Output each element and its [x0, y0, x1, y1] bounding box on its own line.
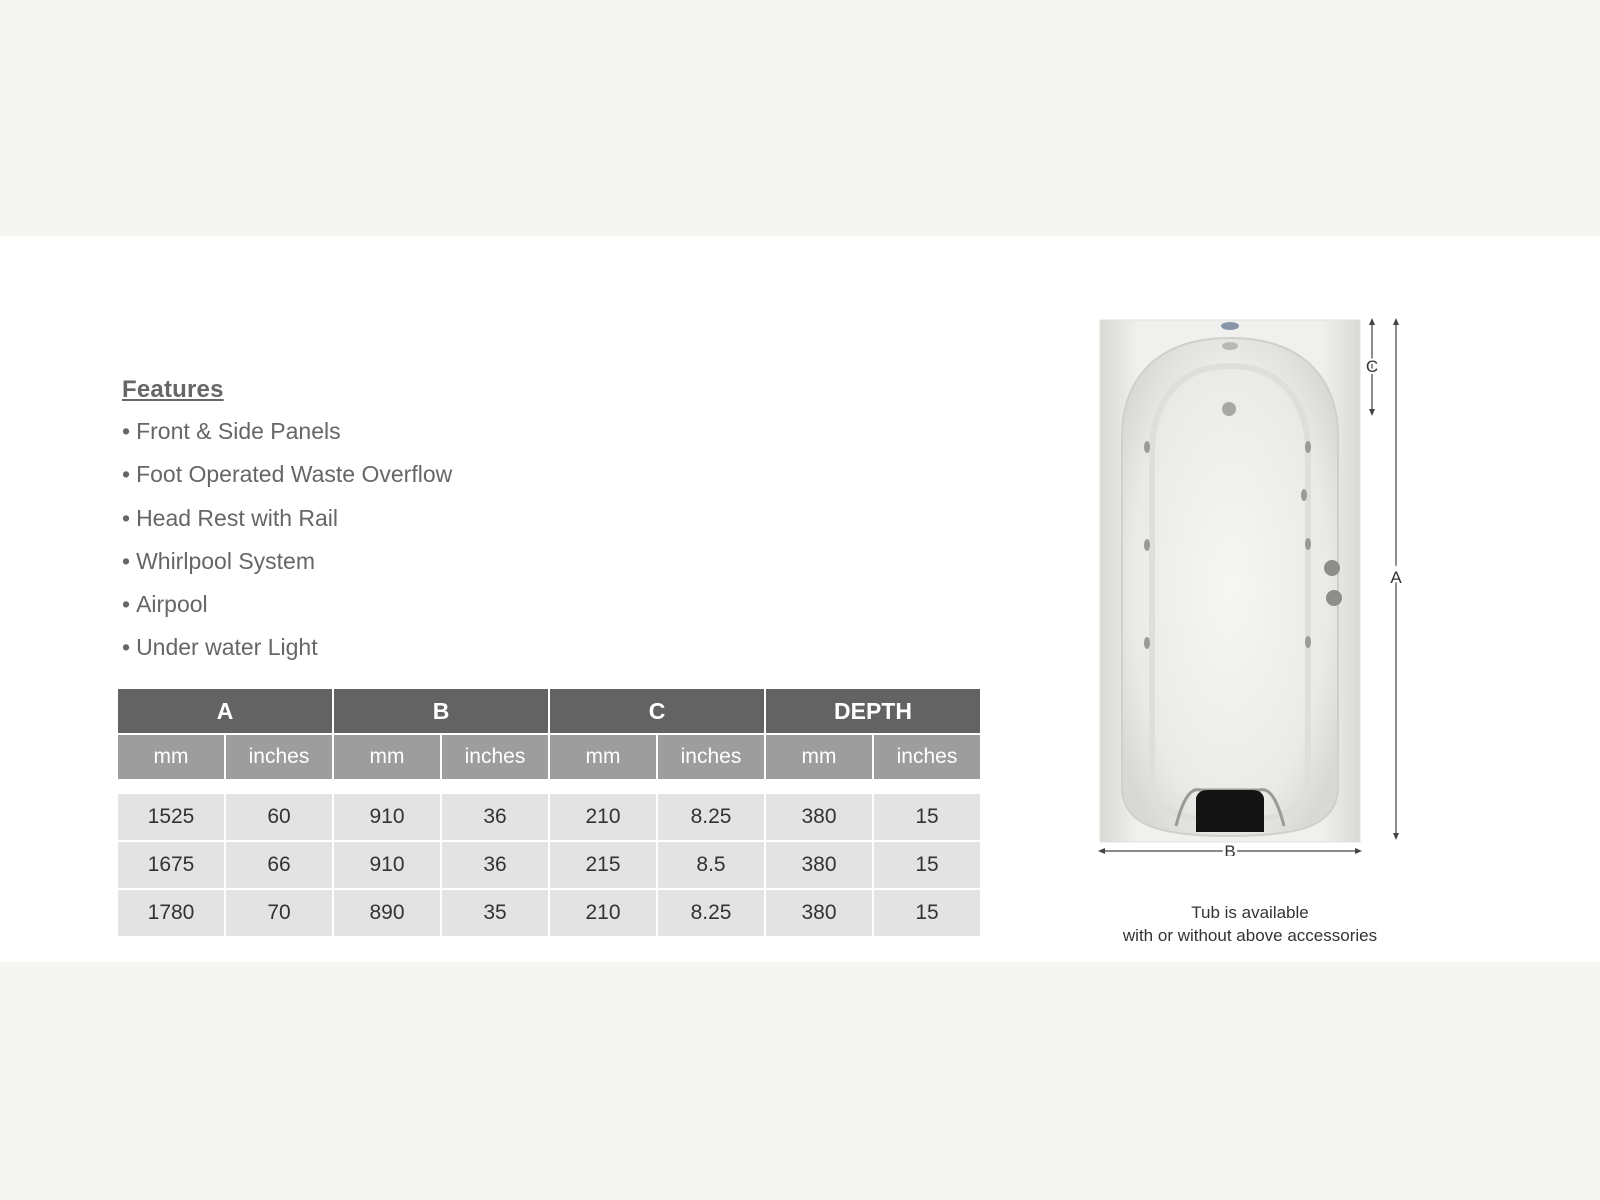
jet-icon [1144, 637, 1150, 649]
table-cell: 1780 [118, 890, 224, 936]
table-cell: 1675 [118, 842, 224, 888]
table-cell: 1525 [118, 794, 224, 840]
unit-header: mm [334, 735, 440, 779]
feature-item: • Front & Side Panels [122, 410, 452, 453]
unit-header: inches [226, 735, 332, 779]
group-header-c: C [550, 689, 764, 733]
jet-icon [1144, 539, 1150, 551]
table-cell: 35 [442, 890, 548, 936]
table-cell: 8.25 [658, 890, 764, 936]
jet-icon [1144, 441, 1150, 453]
features-title: Features [122, 376, 224, 403]
dimensions-table [116, 687, 982, 938]
table-cell: 15 [874, 842, 980, 888]
grip-icon [1326, 590, 1342, 606]
table-row [118, 890, 980, 936]
table-cell: 890 [334, 890, 440, 936]
table-cell: 8.25 [658, 794, 764, 840]
feature-item: • Foot Operated Waste Overflow [122, 453, 452, 496]
unit-header: mm [550, 735, 656, 779]
unit-header: mm [766, 735, 872, 779]
feature-item: • Head Rest with Rail [122, 497, 452, 540]
table-cell: 215 [550, 842, 656, 888]
table-cell: 380 [766, 794, 872, 840]
dimension-label-c: C [1365, 357, 1379, 376]
feature-item: • Airpool [122, 583, 452, 626]
table-cell: 210 [550, 890, 656, 936]
unit-header-row [118, 735, 980, 779]
table-cell: 36 [442, 794, 548, 840]
grip-icon [1324, 560, 1340, 576]
table-cell: 15 [874, 794, 980, 840]
table-cell: 66 [226, 842, 332, 888]
table-cell: 15 [874, 890, 980, 936]
unit-header: inches [442, 735, 548, 779]
feature-item: • Whirlpool System [122, 540, 452, 583]
headrest-icon [1196, 790, 1264, 832]
jet-icon [1301, 489, 1307, 501]
table-cell: 380 [766, 890, 872, 936]
group-header-row [118, 689, 980, 733]
table-cell: 70 [226, 890, 332, 936]
jet-icon [1305, 441, 1311, 453]
table-cell: 36 [442, 842, 548, 888]
control-knob-icon [1221, 322, 1239, 330]
group-header-a: A [118, 689, 332, 733]
caption-line-1: Tub is available [1191, 903, 1309, 922]
table-cell: 60 [226, 794, 332, 840]
table-row [118, 842, 980, 888]
overflow-icon [1222, 342, 1238, 350]
unit-header: inches [658, 735, 764, 779]
jet-icon [1222, 402, 1236, 416]
table-cell: 210 [550, 794, 656, 840]
caption-line-2: with or without above accessories [1122, 926, 1378, 945]
feature-item: • Under water Light [122, 626, 452, 669]
group-header-b: B [334, 689, 548, 733]
group-header-depth: DEPTH [766, 689, 980, 733]
bathtub-diagram [1080, 316, 1420, 856]
table-cell: 380 [766, 842, 872, 888]
availability-caption [1090, 901, 1410, 947]
jet-icon [1305, 636, 1311, 648]
jet-icon [1305, 538, 1311, 550]
spacer-cell [118, 781, 980, 792]
unit-header: mm [118, 735, 224, 779]
features-section [122, 376, 452, 670]
table-row [118, 794, 980, 840]
table-cell: 8.5 [658, 842, 764, 888]
table-cell: 910 [334, 842, 440, 888]
dimension-label-a: A [1390, 568, 1402, 587]
dimension-label-b: B [1224, 842, 1236, 856]
unit-header: inches [874, 735, 980, 779]
product-panel [0, 236, 1600, 962]
table-cell: 910 [334, 794, 440, 840]
table-spacer [118, 781, 980, 792]
features-list [122, 410, 452, 670]
